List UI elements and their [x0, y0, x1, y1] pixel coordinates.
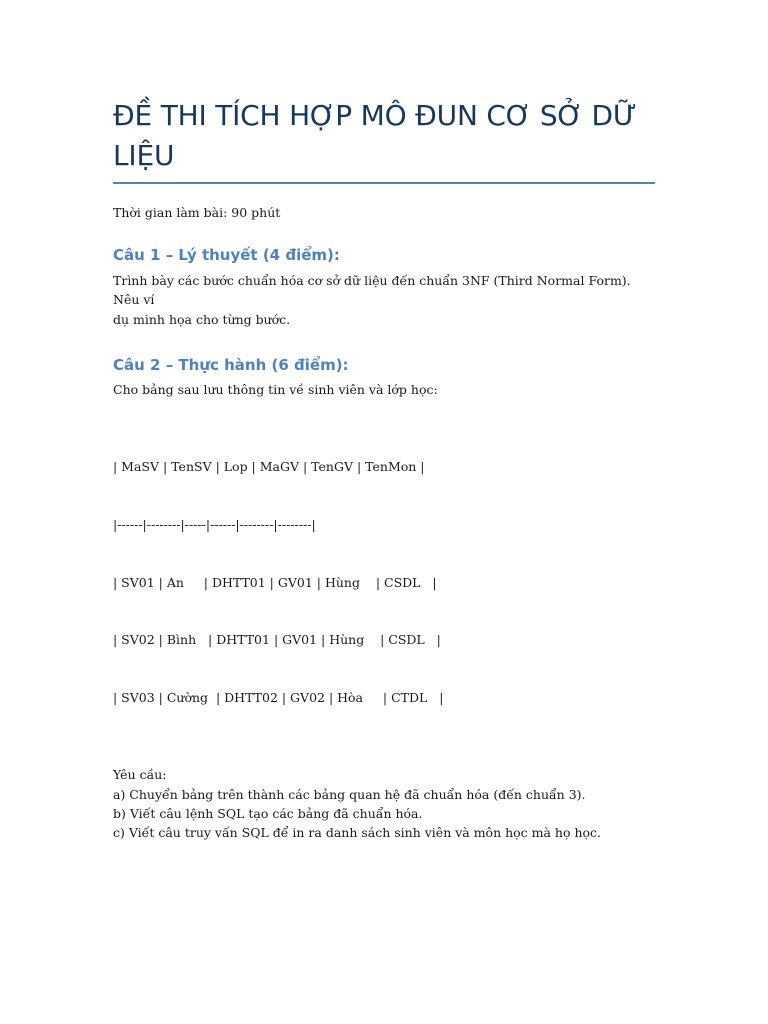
requirements-label: Yêu cầu: [113, 767, 167, 783]
exam-duration: Thời gian làm bài: 90 phút [113, 205, 281, 220]
data-table-text [113, 418, 658, 746]
title-line-2: LIỆU [113, 139, 175, 172]
requirement-b: b) Viết câu lệnh SQL tạo các bảng đã chuẩn hóa. [113, 805, 423, 821]
question-1-text [113, 271, 658, 329]
document-title [113, 96, 658, 176]
question-1-line-2: dụ minh họa cho từng bước. [113, 311, 291, 327]
question-1-heading: Câu 1 – Lý thuyết (4 điểm): [113, 246, 340, 264]
title-line-1: ĐỀ THI TÍCH HỢP MÔ ĐUN CƠ SỞ DỮ [113, 99, 637, 132]
requirements [113, 765, 658, 842]
requirement-c: c) Viết câu truy vấn SQL để in ra danh sách sinh viên và môn học mà họ học. [113, 825, 602, 841]
question-2-heading: Câu 2 – Thực hành (6 điểm): [113, 355, 349, 374]
table-line: |------|--------|-----|------|--------|--------| [113, 516, 316, 532]
table-line: | MaSV | TenSV | Lop | MaGV | TenGV | TenMon | [113, 458, 425, 474]
title-divider [113, 182, 655, 184]
question-2-intro: Cho bảng sau lưu thông tin về sinh viên và lớp học: [113, 381, 438, 397]
table-line: | SV02 | Bình | DHTT01 | GV01 | Hùng | CSDL | [113, 632, 441, 648]
question-1-line-1: Trình bày các bước chuẩn hóa cơ sở dữ liệu đến chuẩn 3NF (Third Normal Form). Nêu ví [113, 273, 631, 308]
table-line: | SV01 | An | DHTT01 | GV01 | Hùng | CSDL | [113, 574, 437, 590]
document-body [113, 96, 658, 842]
requirement-a: a) Chuyển bảng trên thành các bảng quan hệ đã chuẩn hóa (đến chuẩn 3). [113, 786, 586, 802]
table-line: | SV03 | Cường | DHTT02 | GV02 | Hòa | CTDL | [113, 690, 444, 706]
